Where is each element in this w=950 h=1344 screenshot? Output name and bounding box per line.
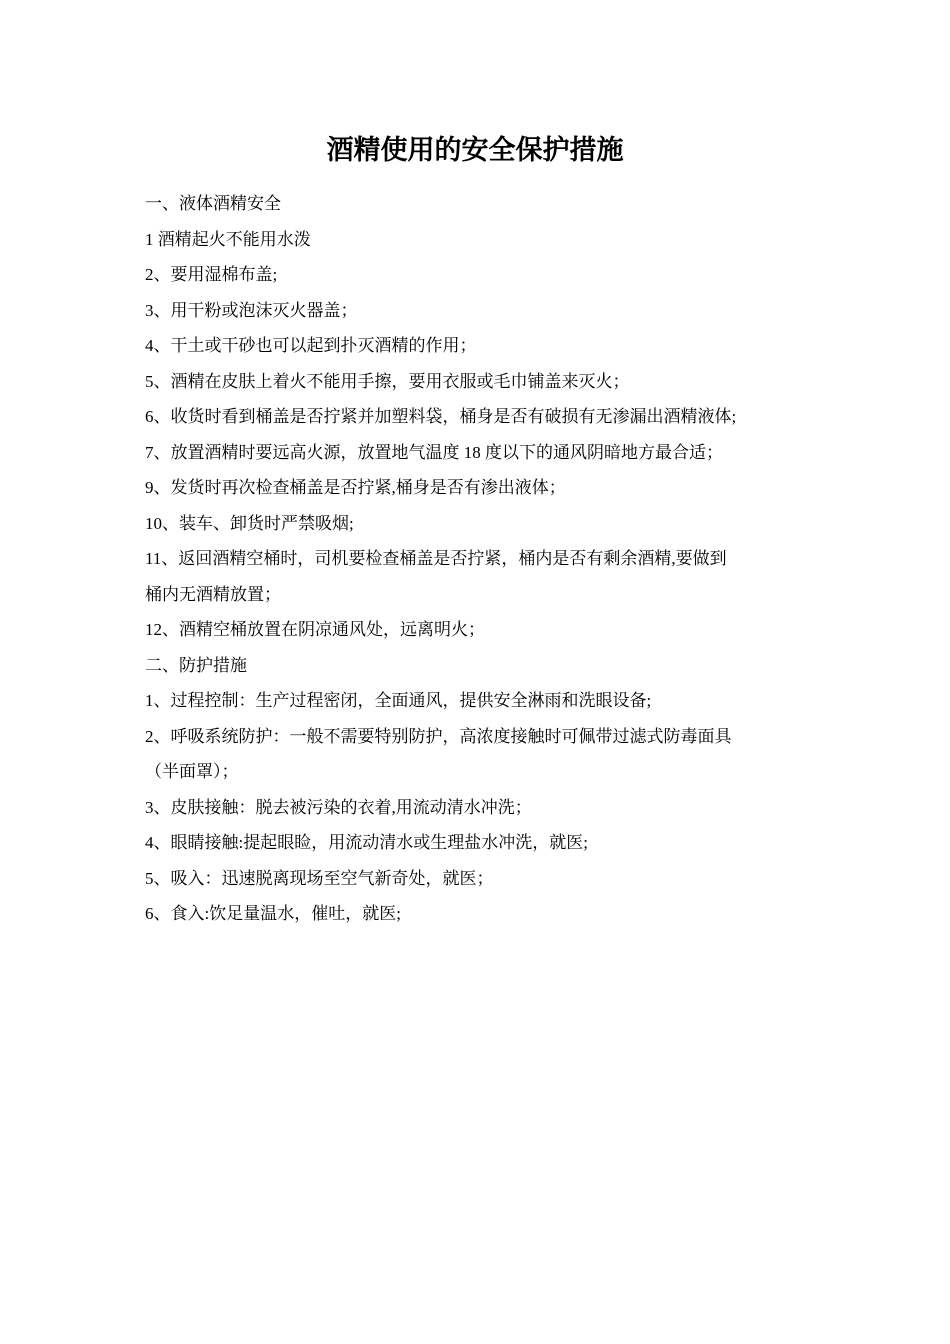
- list-item: 1 酒精起火不能用水泼: [145, 229, 311, 249]
- list-item: 1、过程控制：生产过程密闭，全面通风，提供安全淋雨和洗眼设备;: [145, 691, 652, 710]
- section-heading-liquid-alcohol: 一、液体酒精安全: [145, 194, 281, 213]
- list-item: 3、皮肤接触：脱去被污染的衣着,用流动清水冲洗；: [145, 797, 532, 817]
- list-item: 2、要用湿棉布盖;: [145, 265, 278, 284]
- list-item-continuation: 桶内无酒精放置；: [145, 584, 281, 604]
- list-item: 5、酒精在皮肤上着火不能用手擦，要用衣服或毛巾铺盖来灭火；: [145, 371, 630, 391]
- section-heading-protective-measures: 二、防护措施: [145, 655, 247, 675]
- document-title: 酒精使用的安全保护措施: [326, 135, 624, 166]
- list-item: 6、收货时看到桶盖是否拧紧并加塑料袋，桶身是否有破损有无渗漏出酒精液体;: [145, 407, 737, 426]
- list-item: 2、呼吸系统防护：一般不需要特别防护，高浓度接触时可佩带过滤式防毒面具: [145, 726, 732, 746]
- list-item: 9、发货时再次检查桶盖是否拧紧,桶身是否有渗出液体；: [145, 478, 566, 497]
- list-item: 3、用干粉或泡沫灭火器盖；: [145, 300, 358, 320]
- list-item: 4、眼睛接触:提起眼睑，用流动清水或生理盐水冲洗，就医;: [145, 833, 588, 852]
- list-item-continuation: （半面罩）；: [145, 762, 239, 781]
- list-item: 7、放置酒精时要远高火源，放置地气温度 18 度以下的通风阴暗地方最合适；: [145, 442, 723, 462]
- list-item: 4、干土或干砂也可以起到扑灭酒精的作用；: [145, 336, 477, 355]
- list-item: 12、酒精空桶放置在阴凉通风处，远离明火；: [145, 620, 485, 639]
- list-item: 6、食入:饮足量温水，催吐，就医;: [145, 904, 401, 923]
- list-item: 5、吸入：迅速脱离现场至空气新奇处，就医；: [145, 868, 494, 888]
- list-item: 10、装车、卸货时严禁吸烟;: [145, 513, 354, 533]
- list-item: 11、返回酒精空桶时，司机要检查桶盖是否拧紧，桶内是否有剩余酒精,要做到: [145, 549, 727, 568]
- document-body: [145, 186, 810, 932]
